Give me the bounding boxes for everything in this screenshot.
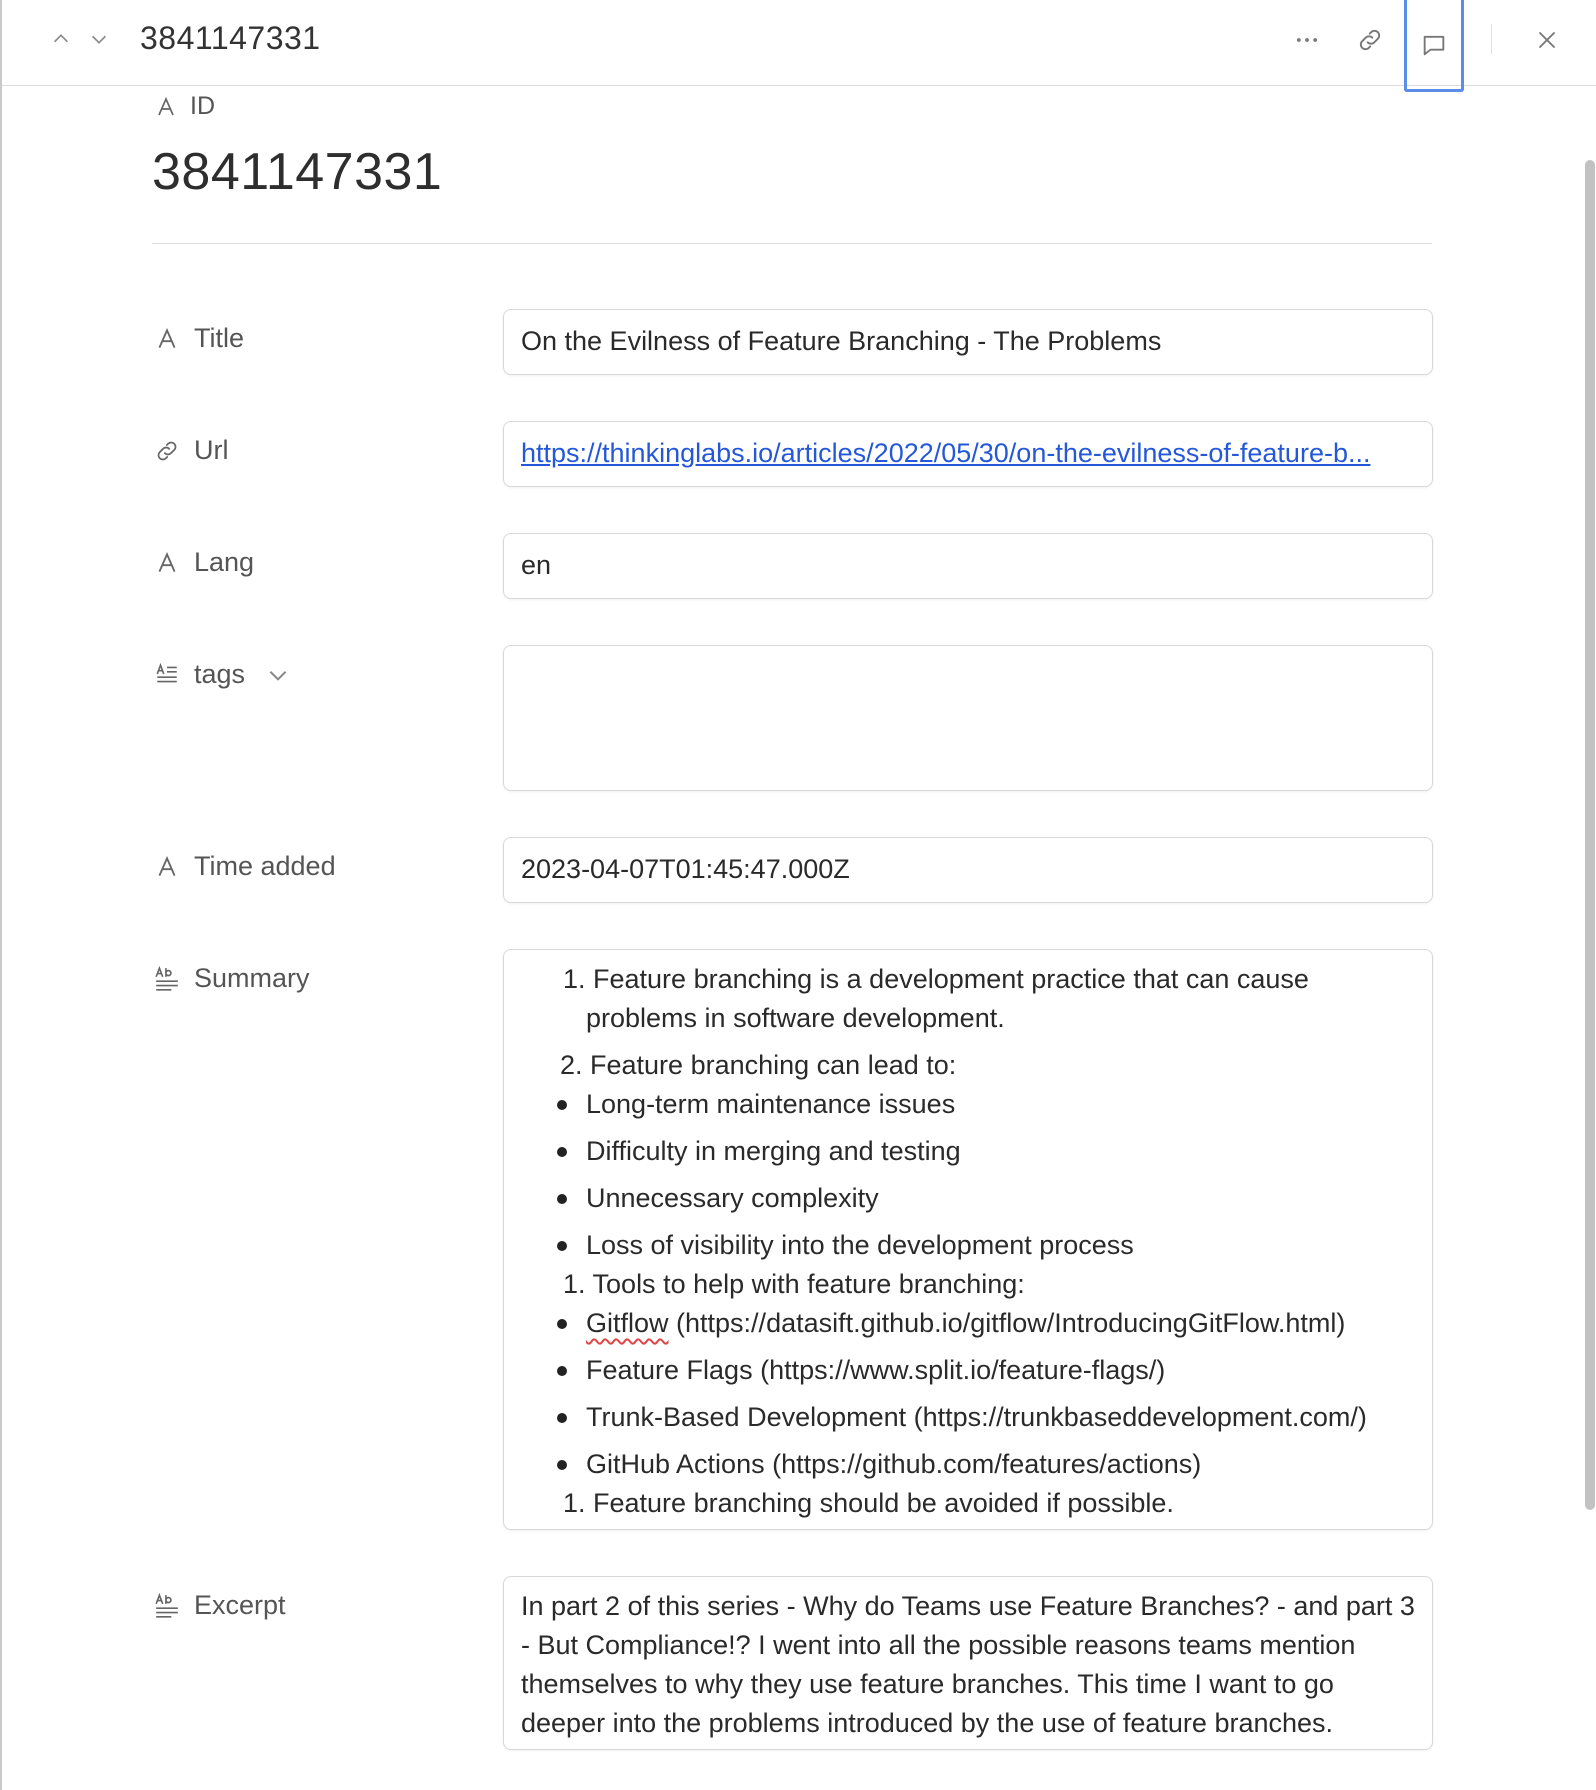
lang-field-label (154, 547, 254, 578)
title-field-label (154, 323, 244, 354)
url-label-text: Url (194, 435, 229, 465)
misspelled-word[interactable]: Gitflow (586, 1308, 669, 1338)
summary-bullet-item: Unnecessary complexity (521, 1179, 1415, 1218)
url-field-label (154, 435, 229, 466)
url-link[interactable]: https://thinkinglabs.io/articles/2022/05/30/on-the-evilness-of-feature-b... (521, 438, 1371, 468)
summary-list-item: 1. Feature branching is a development practice that can cause (563, 964, 1309, 994)
excerpt-field-label (154, 1590, 286, 1621)
long-text-icon (154, 966, 180, 992)
chevron-down-icon[interactable] (265, 662, 291, 688)
link-icon (154, 438, 180, 464)
link-icon (1356, 26, 1384, 54)
summary-bullet-item: Loss of visibility into the development process (521, 1226, 1415, 1265)
summary-list-item: 2. Feature branching can lead to: (560, 1050, 957, 1080)
summary-field-label (154, 963, 310, 994)
summary-bullet-item: Long-term maintenance issues (521, 1085, 1415, 1124)
summary-label-text: Summary (194, 963, 310, 993)
close-icon (1533, 26, 1561, 54)
section-divider (152, 243, 1432, 244)
summary-bullet-text: (https://datasift.github.io/gitflow/IntroducingGitFlow.html) (668, 1308, 1346, 1338)
summary-list-item: 1. Tools to help with feature branching: (563, 1269, 1025, 1299)
lang-label-text: Lang (194, 547, 255, 577)
id-field-label (154, 92, 215, 121)
header-divider (1491, 24, 1492, 54)
time-added-field-label (154, 851, 336, 882)
chevron-down-icon (88, 28, 110, 50)
summary-bullet-item: GitHub Actions (https://github.com/features/actions) (521, 1445, 1415, 1484)
scrollbar-thumb[interactable] (1585, 160, 1595, 1510)
comment-icon (1420, 31, 1448, 59)
time-added-field[interactable]: 2023-04-07T01:45:47.000Z (503, 837, 1433, 903)
panel-header (2, 0, 1596, 86)
text-field-icon (154, 550, 180, 576)
window-edge (2, 0, 8, 1790)
tags-field[interactable] (503, 645, 1433, 791)
title-field[interactable]: On the Evilness of Feature Branching - The Problems (503, 309, 1433, 375)
summary-bullet-item (521, 1304, 1415, 1343)
tags-field-label[interactable] (154, 659, 291, 690)
copy-link-button[interactable] (1348, 20, 1392, 60)
summary-bullet-item: Trunk-Based Development (https://trunkbaseddevelopment.com/) (521, 1398, 1415, 1437)
chevron-up-icon (50, 28, 72, 50)
excerpt-label-text: Excerpt (194, 1590, 286, 1620)
url-field[interactable] (503, 421, 1433, 487)
comments-button[interactable] (1404, 0, 1464, 92)
record-id-heading: 3841147331 (152, 143, 443, 201)
title-label-text: Title (194, 323, 245, 353)
id-label-text: ID (190, 92, 215, 120)
record-title: 3841147331 (140, 20, 321, 56)
summary-bullet-item: Difficulty in merging and testing (521, 1132, 1415, 1171)
text-field-icon (154, 326, 180, 352)
excerpt-field[interactable]: In part 2 of this series - Why do Teams use Feature Branches? - and part 3 - But Compliance!? I went into all the possible reasons teams mention themselves to why they use feature branches. This time I want to go deeper into the problems introduced by the use of feature branches. (503, 1576, 1433, 1750)
tags-label-text: tags (194, 659, 246, 689)
more-options-button[interactable] (1285, 20, 1329, 60)
summary-field[interactable] (503, 949, 1433, 1530)
ellipsis-icon (1293, 26, 1321, 54)
summary-bullet-item: Feature Flags (https://www.split.io/feature-flags/) (521, 1351, 1415, 1390)
close-button[interactable] (1525, 20, 1569, 60)
text-field-icon (154, 95, 178, 119)
text-field-icon (154, 854, 180, 880)
long-text-icon (154, 1593, 180, 1619)
time-added-label-text: Time added (194, 851, 336, 881)
previous-record-button[interactable] (44, 22, 78, 56)
multi-select-icon (154, 662, 180, 688)
lang-field[interactable]: en (503, 533, 1433, 599)
summary-list-item: 1. Feature branching should be avoided if possible. (563, 1488, 1174, 1518)
next-record-button[interactable] (82, 22, 116, 56)
summary-list-item-continuation: problems in software development. (586, 1003, 1005, 1033)
